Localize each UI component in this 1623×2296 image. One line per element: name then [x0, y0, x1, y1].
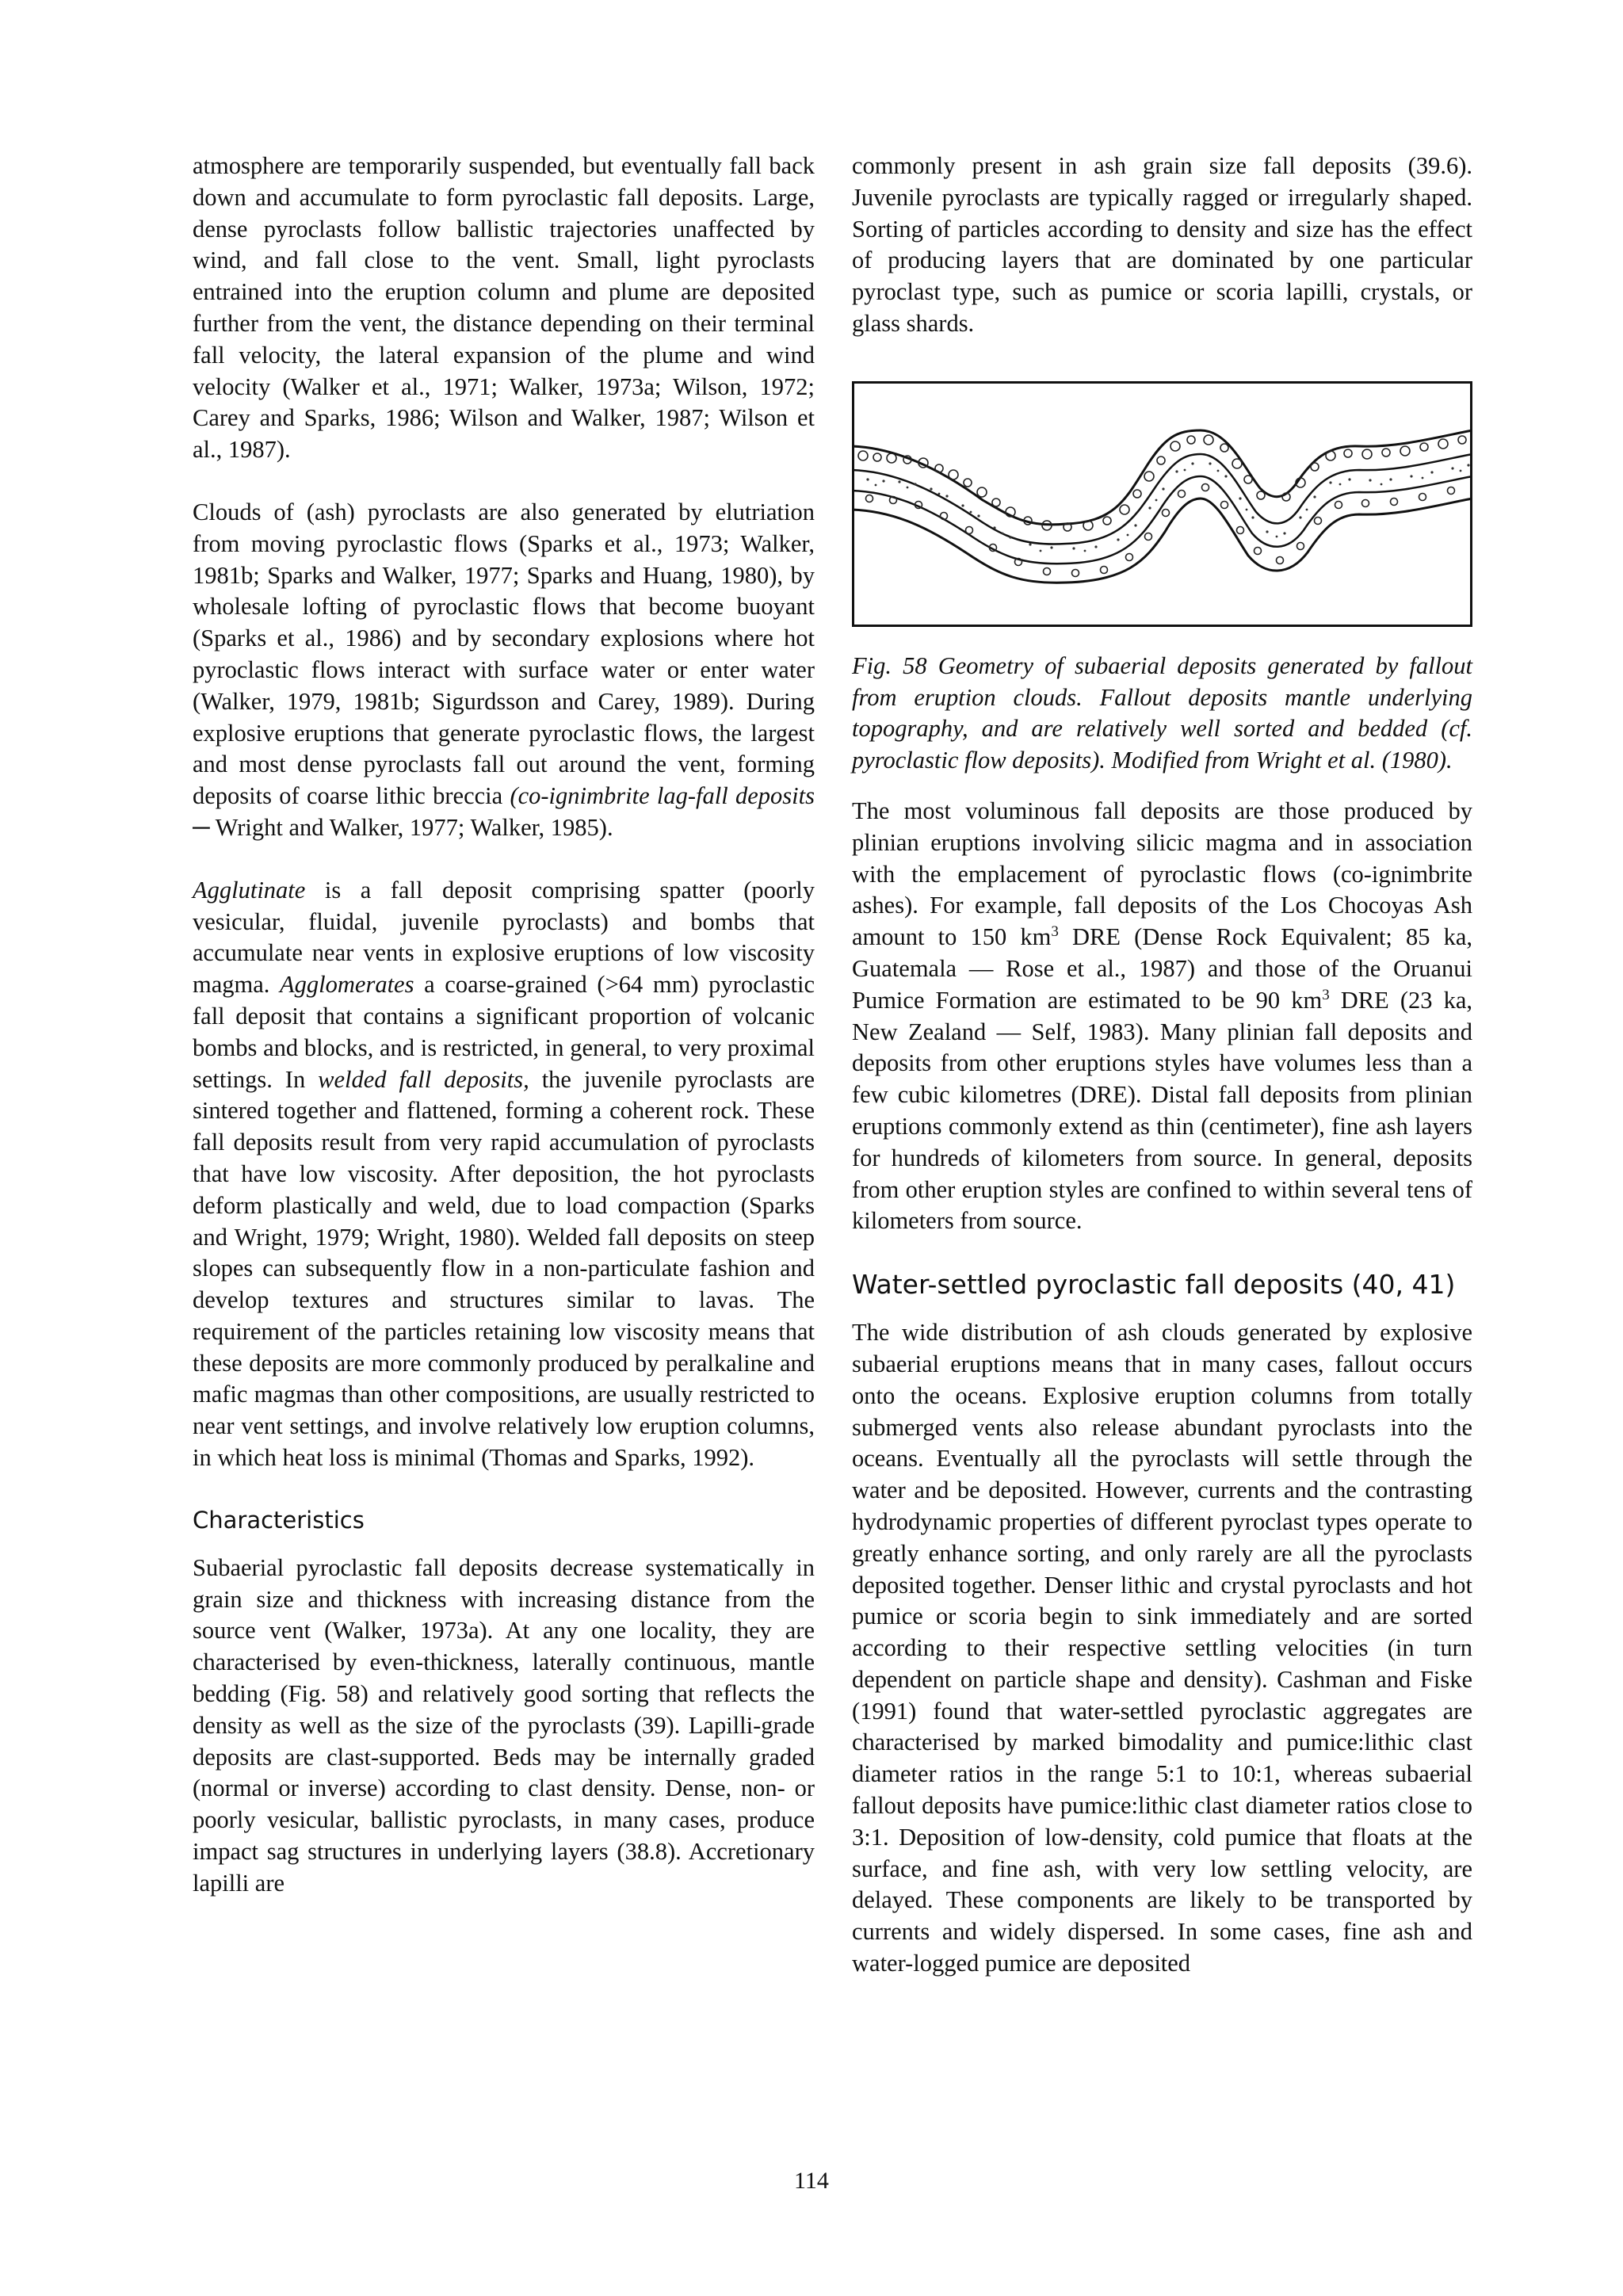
page-number: 114: [794, 2168, 829, 2194]
italic-term: welded fall deposits,: [318, 1065, 529, 1093]
italic-term: (co-ignimbrite lag-fall deposits: [510, 782, 815, 810]
left-column: [193, 151, 815, 1931]
superscript: 3: [1322, 986, 1330, 1003]
figure-caption: Fig. 58 Geometry of subaerial deposits generated by fallout from eruption clouds. Fallout deposits mantle underlying topography, and are relatively well sorted and bedded (cf. pyroclastic flow deposits). Modified from Wright et al. (1980).: [852, 651, 1472, 774]
paragraph-text: ─ Wright and Walker, 1977; Walker, 1985).: [193, 813, 613, 841]
paragraph: [193, 497, 815, 844]
section-heading-water-settled: Water-settled pyroclastic fall deposits (40, 41): [852, 1269, 1456, 1301]
section-heading-characteristics: Characteristics: [193, 1506, 365, 1534]
paragraph: Subaerial pyroclastic fall deposits decrease systematically in grain size and thickness with increasing distance from the source vent (Walker, 1973a). At any one locality, they are characterised by even-thickness, laterally continuous, mantle bedding (Fig. 58) and relatively good sorting that reflects the density as well as the size of the pyroclasts (39). Lapilli-grade deposits are clast-supported. Beds may be internally graded (normal or inverse) according to clast density. Dense, non- or poorly vesicular, ballistic pyroclasts, in many cases, produce impact sag structures in underlying layers (38.8). Accretionary lapilli are: [193, 1553, 815, 1897]
paragraph: atmosphere are temporarily suspended, but eventually fall back down and accumulate to form pyroclastic fall deposits. Large, dense pyroclasts follow ballistic trajectories unaffected by wind, and fall close to the vent. Small, light pyroclasts entrained into the eruption column and plume are deposited further from the vent, the distance depending on their terminal fall velocity, the lateral expansion of the plume and wind velocity (Walker et al., 1971; Walker, 1973a; Wilson, 1972; Carey and Sparks, 1986; Wilson and Walker, 1987; Wilson et al., 1987).: [193, 152, 815, 464]
italic-term: Agglutinate: [193, 876, 306, 904]
paragraph-text: Clouds of (ash) pyroclasts are also generated by elutriation from moving pyroclastic flows (Sparks et al., 1973; Walker, 1981b; Sparks and Walker, 1977; Sparks and Huang, 1980), by wholesale lofting of pyroclastic flows that become buoyant (Sparks et al., 1986) and by secondary explosions where hot pyroclastic flows interact with surface water or enter water (Walker, 1979, 1981b; Sigurdsson and Carey, 1989). During explosive eruptions that generate pyroclastic flows, the largest and most dense pyroclasts fall out around the vent, forming deposits of coarse lithic breccia: [193, 498, 815, 810]
paragraph: [193, 875, 815, 1474]
paragraph-text: the juvenile pyroclasts are sintered together and flattened, forming a coherent rock. These fall deposits result from very rapid accumulation of pyroclasts that have low viscosity. After deposition, the hot pyroclasts deform plastically and weld, due to load compaction (Sparks and Wright, 1979; Wright, 1980). Welded fall deposits on steep slopes can subsequently flow in a non-particulate fashion and develop textures and structures similar to lavas. The requirement of the particles retaining low viscosity means that these deposits are more commonly produced by peralkaline and mafic magmas than other compositions, are usually restricted to near vent settings, and involve relatively low eruption columns, in which heat loss is minimal (Thomas and Sparks, 1992).: [193, 1065, 815, 1472]
paragraph: The wide distribution of ash clouds generated by explosive subaerial eruptions means that in many cases, fallout occurs onto the oceans. Explosive eruption columns from totally submerged vents also release abundant pyroclasts into the oceans. Eventually all the pyroclasts will settle through the water and be deposited. However, currents and the contrasting hydrodynamic properties of different pyroclast types operate to greatly enhance sorting, and only rarely are all the pyroclasts deposited together. Denser lithic and crystal pyroclasts and hot pumice or scoria begin to sink immediately and are sorted according to their respective settling velocities (in turn dependent on particle shape and density). Cashman and Fiske (1991) found that water-settled pyroclastic aggregates are characterised by marked bimodality and pumice:lithic clast diameter ratios in the range 5:1 to 10:1, whereas subaerial fallout deposits have pumice:lithic clast diameter ratios close to 3:1. Deposition of low-density, cold pumice that floats at the surface, and fine ash, with very low settling velocity, are delayed. These components are likely to be transported by currents and widely dispersed. In some cases, fine ash and water-logged pumice are deposited: [852, 1319, 1472, 1977]
paragraph-text: DRE (Dense Rock Equivalent; 85 ka, Guatemala — Rose et al., 1987) and those of the Oruanui Pumice Formation are estimated to be 90 km: [852, 923, 1472, 1014]
figure-58: [852, 381, 1472, 627]
paragraph-text: a coarse-grained (>64 mm) pyroclastic fall deposit that contains a significant proportion of volcanic bombs and blocks, and is restricted, in general, to very proximal settings. In: [193, 971, 815, 1093]
paragraph: [852, 796, 1472, 1237]
paragraph-text: is a fall deposit comprising spatter (poorly vesicular, fluidal, juvenile pyroclasts) and bombs that accumulate near vents in explosive eruptions of low viscosity magma.: [193, 876, 815, 999]
italic-term: Agglomerates: [280, 971, 414, 999]
figure-frame: [854, 382, 1472, 625]
fallout-deposit-diagram: [852, 381, 1472, 627]
superscript: 3: [1051, 923, 1059, 940]
paragraph-text: DRE (23 ka, New Zealand — Self, 1983). Many plinian fall deposits and deposits from other eruptions styles have volumes less than a few cubic kilometres (DRE). Distal fall deposits from plinian eruptions commonly extend as thin (centimeter), fine ash layers for hundreds of kilometers from source. In general, deposits from other eruption styles are confined to within several tens of kilometers from source.: [852, 986, 1472, 1235]
paragraph: commonly present in ash grain size fall deposits (39.6). Juvenile pyroclasts are typically ragged or irregularly shaped. Sorting of particles according to density and size has the effect of producing layers that are dominated by one particular pyroclast type, such as pumice or scoria lapilli, crystals, or glass shards.: [852, 152, 1472, 337]
paragraph-text: The most voluminous fall deposits are those produced by plinian eruptions involving silicic magma and in association with the emplacement of pyroclastic flows (co-ignimbrite ashes). For example, fall deposits of the Los Chocoyas Ash amount to 150 km: [852, 797, 1472, 951]
right-column: [852, 151, 1472, 2011]
